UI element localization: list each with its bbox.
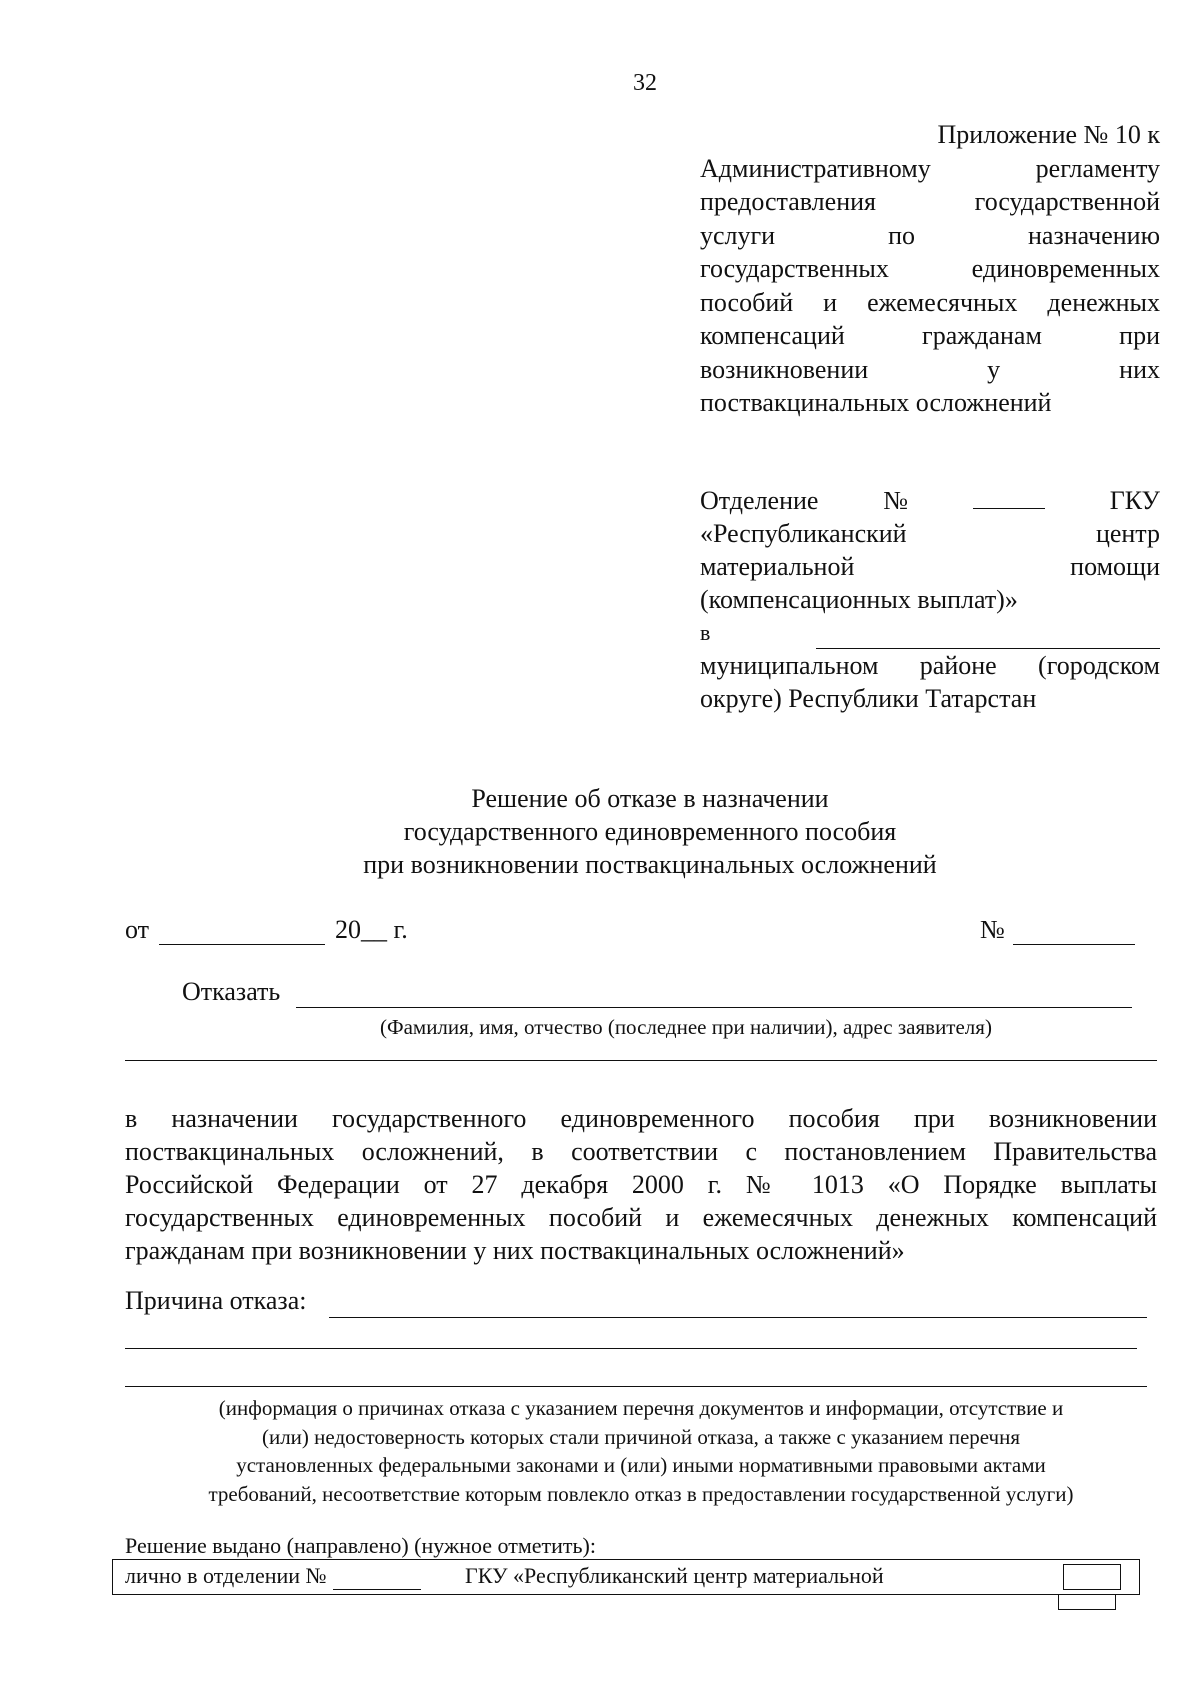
department-line-4: (компенсационных выплат)» xyxy=(700,585,1018,614)
appendix-line: Административному регламенту xyxy=(700,153,1160,183)
appendix-header xyxy=(700,118,1160,420)
applicant-caption: (Фамилия, имя, отчество (последнее при наличии), адрес заявителя) xyxy=(380,1015,992,1039)
body-paragraph xyxy=(125,1102,1157,1267)
appendix-first-line: Приложение № 10 к xyxy=(937,120,1160,149)
department-line-7: округе) Республики Татарстан xyxy=(700,684,1037,713)
reason-label: Причина отказа: xyxy=(125,1286,307,1315)
issued-option-row[interactable] xyxy=(112,1559,1140,1595)
number-sign: № xyxy=(980,915,1005,944)
info-line: (информация о причинах отказа с указанием перечня документов и информации, отсутствие и xyxy=(218,1396,1064,1420)
department-line-5 xyxy=(700,616,1160,649)
department-line-3: материальной помощи xyxy=(700,552,1160,581)
department-label: Отделение xyxy=(700,486,819,515)
department-block xyxy=(700,484,1160,715)
date-year: 20__ г. xyxy=(335,915,408,944)
date-blank[interactable] xyxy=(159,915,325,945)
reason-blank[interactable] xyxy=(329,1286,1147,1318)
body-line: Российской Федерации от 27 декабря 2000 г. № 1013 «О Порядке выплаты xyxy=(125,1170,1157,1199)
title-line: государственного единовременного пособия xyxy=(403,817,897,846)
body-last-line: гражданам при возникновении у них поствакцинальных осложнений» xyxy=(125,1236,905,1265)
department-line-1 xyxy=(700,484,1160,517)
department-number-sign: № xyxy=(883,486,909,515)
reason-row xyxy=(125,1286,1147,1322)
info-line: (или) недостоверность которых стали причиной отказа, а также с указанием перечня xyxy=(261,1424,1021,1449)
info-line: требований, несоответствие которым повлекло отказ в предоставлении государственной услуги) xyxy=(208,1481,1074,1506)
body-line: государственных единовременных пособий и ежемесячных денежных компенсаций xyxy=(125,1203,1157,1232)
appendix-line: компенсаций гражданам при xyxy=(700,321,1160,350)
appendix-line: пособий и ежемесячных денежных xyxy=(700,287,1160,317)
reason-blank-3[interactable] xyxy=(125,1368,1147,1387)
number-blank[interactable] xyxy=(1013,915,1135,945)
body-line: в назначении государственного единовременного пособия при возникновении xyxy=(125,1104,1157,1133)
checkbox-lower-frame xyxy=(1058,1595,1116,1610)
date-from-label: от xyxy=(125,915,150,944)
department-gku: ГКУ xyxy=(1109,486,1160,515)
body-line: поствакцинальных осложнений, в соответствии с постановлением Правительства xyxy=(125,1137,1157,1166)
municipality-blank[interactable] xyxy=(816,626,1160,649)
issued-label: Решение выдано (направлено) (нужное отметить): xyxy=(125,1533,596,1558)
department-line-2: «Республиканский центр xyxy=(700,519,1160,548)
info-line: установленных федеральными законами и (или) иными нормативными правовыми актами xyxy=(236,1453,1046,1477)
appendix-line: услуги по назначению xyxy=(700,220,1160,250)
title-line: Решение об отказе в назначении xyxy=(471,784,829,813)
reason-blank-2[interactable] xyxy=(125,1330,1137,1349)
issued-option-checkbox[interactable] xyxy=(1063,1564,1121,1590)
applicant-blank[interactable] xyxy=(296,977,1132,1008)
department-line-6: муниципальном районе (городском xyxy=(700,651,1160,680)
date-row xyxy=(125,915,1135,949)
department-in-prefix: в xyxy=(700,620,711,645)
page-number: 32 xyxy=(633,70,657,96)
issued-department-blank[interactable] xyxy=(333,1563,421,1590)
refuse-label: Отказать xyxy=(182,977,281,1006)
appendix-last-line: поствакцинальных осложнений xyxy=(700,388,1052,417)
issued-option-text-b: ГКУ «Республиканский центр материальной xyxy=(465,1563,884,1588)
decision-title xyxy=(200,782,1100,881)
applicant-blank-2[interactable] xyxy=(125,1040,1157,1061)
refuse-row xyxy=(182,977,1132,1011)
appendix-line: предоставления государственной xyxy=(700,187,1160,216)
title-line: при возникновении поствакцинальных осложнений xyxy=(363,850,937,879)
appendix-line: возникновении у них xyxy=(700,354,1160,384)
reason-info-caption xyxy=(130,1394,1152,1508)
department-number-blank[interactable] xyxy=(973,486,1045,509)
issued-option-text-a: лично в отделении № xyxy=(125,1563,327,1588)
appendix-line: государственных единовременных xyxy=(700,254,1160,283)
